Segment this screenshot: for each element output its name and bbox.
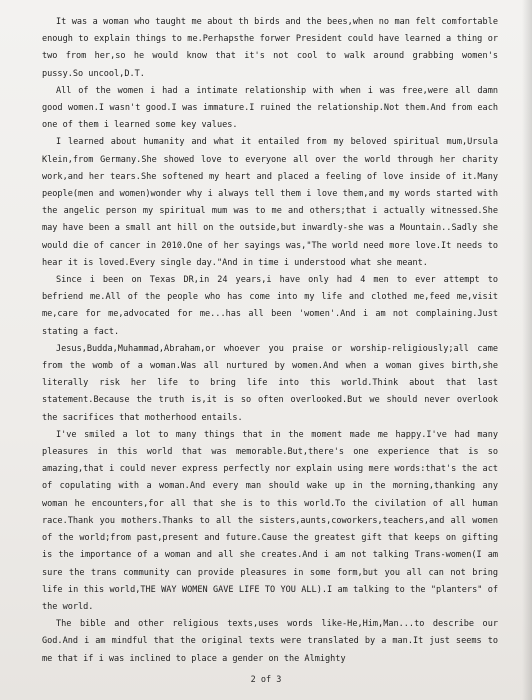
page-number: 2 of 3 xyxy=(250,675,282,685)
paragraph-3: I learned about humanity and what it entailed from my beloved spiritual mum,Ursula Klein,from Germany.She showed love to everyone all over the world through her charity work,and her tears.She softened my heart and placed a feeling of love inside of it.Many people(men and women)wonder why i always tell them i love them,and my words started with the angelic person my spiritual mum was to me and others;that i actually witnessed.She may have been a small ant hill on the outside,but inwardly-she was a Mountain..Sadly she would die of cancer in 2010.One of her sayings was,"The world need more love.It needs to hear it is loved.Every single day."And in time i understood what she meant. xyxy=(42,137,498,268)
paragraph-7: The bible and other religious texts,uses words like-He,Him,Man...to describe our God.And i am mindful that the original texts were translated by a man.It just seems to me that if i was inclined to place a gender on the Almighty xyxy=(42,619,498,664)
paragraph-6: I've smiled a lot to many things that in the moment made me happy.I've had many pleasures in this world that was memorable.But,there's one experience that is so amazing,that i could never express perfectly nor explain using mere words:that's the act of copulating with a woman.And every man should wake up in the morning,thanking any woman he encounters,for all that she is to this world.To the civilation of all human race.Thank you mothers.Thanks to all the sisters,aunts,coworkers,teachers,and all women of the world;from past,present and future.Cause the greatest gift that keeps on gifting is the importance of a woman and all she creates.And i am not talking Trans-women(I am sure the trans community can provide pleasures in some form,but you all can not bring life in this world,THE WAY WOMEN GAVE LIFE TO YOU ALL).I am talking to the "planters" of the world. xyxy=(42,429,498,612)
letter-body xyxy=(42,14,498,668)
paragraph-1: It was a woman who taught me about th birds and the bees,when no man felt comfortable enough to explain things to me.Perhapsthe forwer President could have learned a thing or two from her,so he would know that it's not cool to walk around grabbing women's pussy.So uncool,D.T. xyxy=(42,17,498,79)
paragraph-5: Jesus,Budda,Muhammad,Abraham,or whoever you praise or worship-religiously;all came from the womb of a woman.Was all nurtured by women.And when a woman gives birth,she literally risk her life to bring life into this world.Think about that last statement.Because the truth is,it is so often overlooked.But we should never overlook the sacrifices that motherhood entails. xyxy=(42,343,498,423)
paragraph-2: All of the women i had a intimate relationship with when i was free,were all damn good women.I wasn't good.I was immature.I ruined the relationship.Not them.And from each one of them i learned some key values. xyxy=(42,85,498,131)
paragraph-4: Since i been on Texas DR,in 24 years,i have only had 4 men to ever attempt to befriend me.All of the people who has come into my life and clothed me,feed me,visit me,care for me,advocated for me...has all been 'women'.And i am not complaining.Just stating a fact. xyxy=(42,275,498,337)
